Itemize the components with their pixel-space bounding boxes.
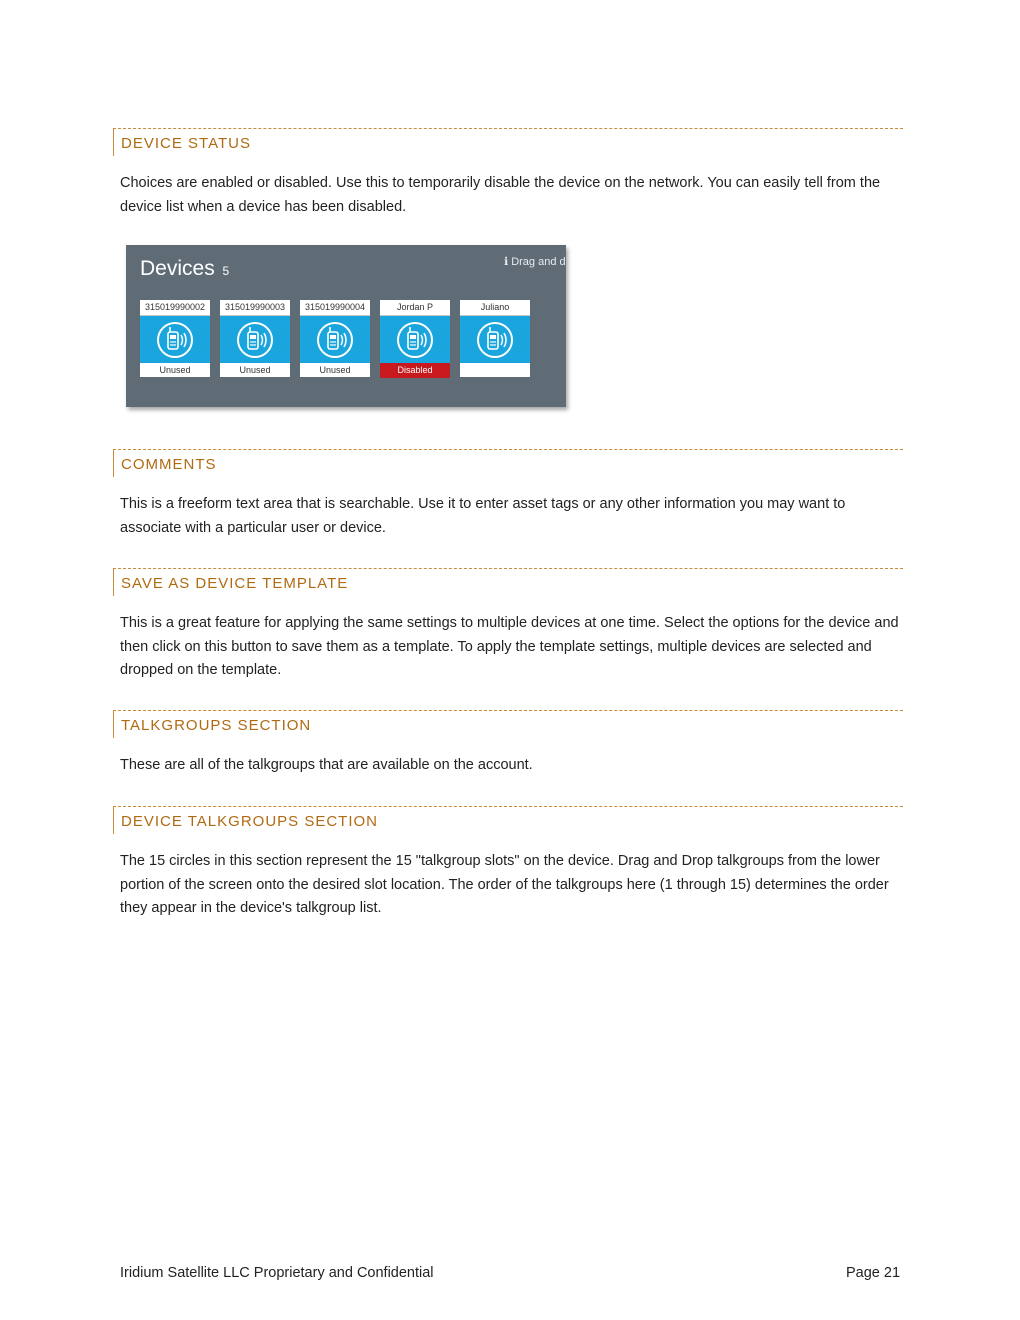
section-body: These are all of the talkgroups that are available on the account.: [120, 757, 533, 773]
section-heading: DEVICE TALKGROUPS SECTION: [113, 806, 903, 834]
section-body: The 15 circles in this section represent the 15 "talkgroup slots" on the device. Drag and Drop talkgroups from the lower portion of the screen onto the desired slot location. The order of the talkgroups here (1 through 15) determines the order they appear in the device's talkgroup list.: [120, 853, 889, 916]
satellite-phone-icon: [155, 320, 195, 360]
footer-confidentiality: Iridium Satellite LLC Proprietary and Confidential: [120, 1265, 434, 1281]
device-icon-area: [460, 316, 530, 363]
section-device-status: [113, 128, 903, 219]
device-status-disabled: Disabled: [380, 363, 450, 378]
device-name: Jordan P: [380, 300, 450, 316]
section-talkgroups: [113, 710, 903, 778]
section-body: Choices are enabled or disabled. Use this to temporarily disable the device on the network. You can easily tell from the device list when a device has been disabled.: [120, 175, 881, 215]
info-icon: ℹ: [504, 256, 509, 268]
device-name: 315019990003: [220, 300, 290, 316]
device-icon-area: [140, 316, 210, 363]
device-tile[interactable]: [300, 300, 370, 377]
devices-count: 5: [222, 264, 230, 278]
satellite-phone-icon: [475, 320, 515, 360]
section-heading: SAVE AS DEVICE TEMPLATE: [113, 568, 903, 596]
devices-screenshot: [126, 245, 566, 407]
devices-title-text: Devices: [140, 257, 215, 280]
satellite-phone-icon: [235, 320, 275, 360]
device-status: [460, 363, 530, 378]
device-tile[interactable]: [220, 300, 290, 377]
section-save-template: [113, 568, 903, 683]
section-body: This is a great feature for applying the same settings to multiple devices at one time. Select the options for the device and then click on this button to save them as a template. To apply the template settings, multiple devices are selected and dropped on the template.: [120, 615, 899, 678]
device-status: Unused: [319, 365, 351, 375]
section-body: This is a freeform text area that is searchable. Use it to enter asset tags or any other information you may want to associate with a particular user or device.: [120, 496, 846, 536]
devices-title: [140, 257, 229, 281]
section-heading: TALKGROUPS SECTION: [113, 710, 903, 738]
device-status: Unused: [239, 365, 271, 375]
satellite-phone-icon: [315, 320, 355, 360]
section-heading: COMMENTS: [113, 449, 903, 477]
device-tile[interactable]: [460, 300, 530, 377]
device-icon-area: [380, 316, 450, 363]
section-device-talkgroups: [113, 806, 903, 921]
footer-page-number: Page 21: [846, 1265, 901, 1281]
drag-hint-text: Drag and d: [511, 256, 566, 268]
device-name: 315019990002: [140, 300, 210, 316]
device-tile[interactable]: [140, 300, 210, 377]
section-comments: [113, 449, 903, 540]
section-heading: DEVICE STATUS: [113, 128, 903, 156]
device-status: Unused: [159, 365, 191, 375]
device-icon-area: [220, 316, 290, 363]
device-name: Juliano: [460, 300, 530, 316]
device-name: 315019990004: [300, 300, 370, 316]
drag-hint: [504, 255, 566, 268]
device-tile[interactable]: [380, 300, 450, 377]
satellite-phone-icon: [395, 320, 435, 360]
device-icon-area: [300, 316, 370, 363]
